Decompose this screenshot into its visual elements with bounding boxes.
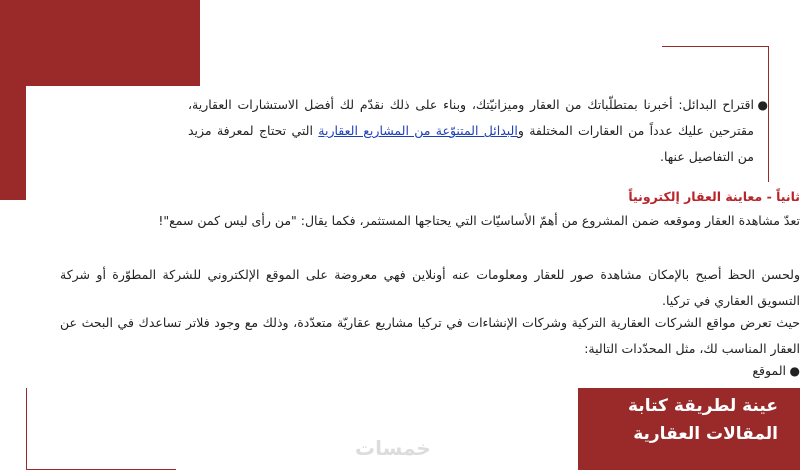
- bullet-icon: ●: [789, 364, 800, 378]
- bullet-text: الموقع: [752, 363, 786, 378]
- bullet-item-location: [46, 358, 800, 384]
- paragraph: تعدّ مشاهدة العقار وموقعه ضمن المشروع من أهمّ الأساسيّات التي يحتاجها المستثمر، فكما يقال: "من رأى ليس كمن سمع"!: [158, 213, 800, 228]
- bullet-text-before-link: اقتراح البدائل: أخبرنا بمتطلّباتك من العقار وميزانيّتك، وبناء على ذلك نقدّم لك أفضل الاستشارات العقارية، مقترحين عليك عدداً من العقارات المختلفة و: [188, 97, 754, 138]
- decorative-frame-line: [768, 46, 769, 199]
- paragraph: حيث تعرض مواقع الشركات العقارية التركية وشركات الإنشاءات في تركيا مشاريع عقاريّة متعدّدة، وذلك مع وجود فلاتر تساعدك في البحث عن العقار المناسب لك، مثل المحدّدات التالية:: [60, 315, 800, 356]
- bullet-item-alternatives: [188, 92, 768, 170]
- paragraph: ولحسن الحظ أصبح بالإمكان مشاهدة صور للعقار ومعلومات عنه أونلاين فهي معروضة على الموقع الإلكتروني للشركة المطوّرة أو شركة التسويق العقاري في تركيا.: [60, 267, 800, 308]
- inline-link-projects[interactable]: البدائل المتنوّعة من المشاريع العقارية: [318, 123, 518, 138]
- banner-line-1: عينة لطريقة كتابة: [628, 396, 778, 416]
- section-heading: ثانياً - معاينة العقار إلكترونياً: [628, 189, 800, 204]
- article-excerpt-bottom: [26, 182, 800, 388]
- decorative-frame-line: [662, 46, 769, 47]
- bullet-text-after-link: التي تحتاج لمعرفة مزيد من التفاصيل عنها.: [188, 123, 754, 164]
- bullet-icon: ●: [757, 98, 768, 112]
- banner-line-2: المقالات العقارية: [633, 424, 778, 444]
- watermark-logo: خمسات: [355, 436, 431, 460]
- sample-title-banner: [578, 392, 778, 462]
